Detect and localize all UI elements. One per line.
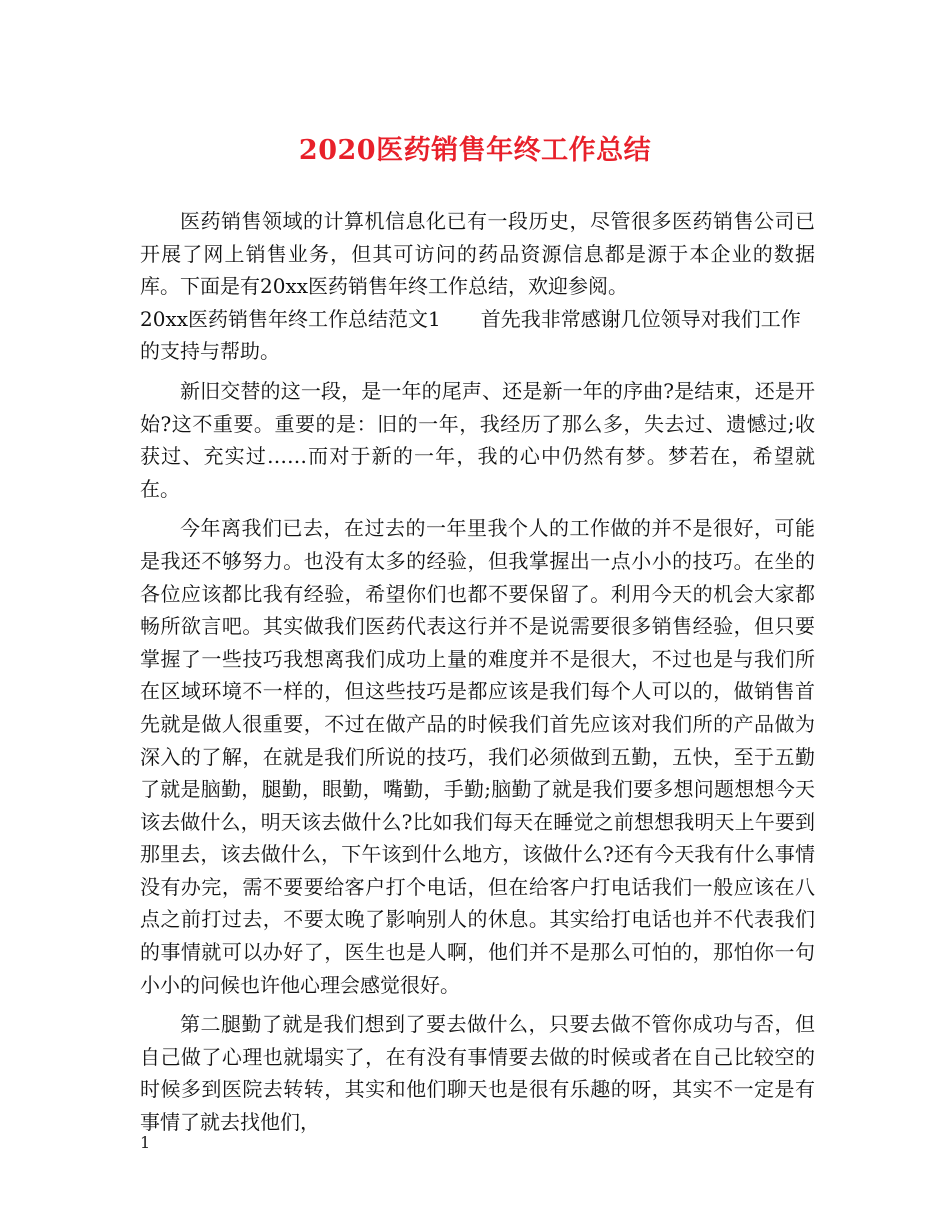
document-body: [140, 205, 815, 1139]
body-paragraph: 今年离我们已去，在过去的一年里我个人的工作做的并不是很好，可能是我还不够努力。也没有太多的经验，但我掌握出一点小小的技巧。在坐的各位应该都比我有经验，希望你们也都不要保留了。利用今天的机会大家都畅所欲言吧。其实做我们医药代表这行并不是说需要很多销售经验，但只要掌握了一些技巧我想离我们成功上量的难度并不是很大，不过也是与我们所在区域环境不一样的，但这些技巧是都应该是我们每个人可以的，做销售首先就是做人很重要，不过在做产品的时候我们首先应该对我们所的产品做为深入的了解，在就是我们所说的技巧，我们必须做到五勤，五快，至于五勤了就是脑勤，腿勤，眼勤，嘴勤，手勤;脑勤了就是我们要多想问题想想今天该去做什么，明天该去做什么?比如我们每天在睡觉之前想想我明天上午要到那里去，该去做什么，下午该到什么地方，该做什么?还有今天我有什么事情没有办完，需不要要给客户打个电话，但在给客户打电话我们一般应该在八点之前打过去，不要太晚了影响别人的休息。其实给打电话也并不代表我们的事情就可以办好了，医生也是人啊，他们并不是那么可怕的，那怕你一句小小的问候也许他心理会感觉很好。: [140, 516, 815, 997]
section-heading-paragraph: 20xx医药销售年终工作总结范文1 首先我非常感谢几位领导对我们工作的支持与帮助。: [140, 306, 801, 364]
document-title: 2020医药销售年终工作总结: [298, 135, 652, 166]
intro-paragraph: 医药销售领域的计算机信息化已有一段历史，尽管很多医药销售公司已开展了网上销售业务，但其可访问的药品资源信息都是源于本企业的数据库。下面是有20xx医药销售年终工作总结，欢迎参阅。: [140, 209, 815, 299]
body-paragraph: 新旧交替的这一段，是一年的尾声、还是新一年的序曲?是结束，还是开始?这不重要。重要的是：旧的一年，我经历了那么多，失去过、遗憾过;收获过、充实过……而对于新的一年，我的心中仍然有梦。梦若在，希望就在。: [140, 378, 815, 501]
page-number: 1: [140, 1133, 151, 1152]
body-paragraph: 第二腿勤了就是我们想到了要去做什么，只要去做不管你成功与否，但自己做了心理也就塌实了，在有没有事情要去做的时候或者在自己比较空的时候多到医院去转转，其实和他们聊天也是很有乐趣的呀，其实不一定是有事情了就去找他们，: [140, 1012, 815, 1135]
